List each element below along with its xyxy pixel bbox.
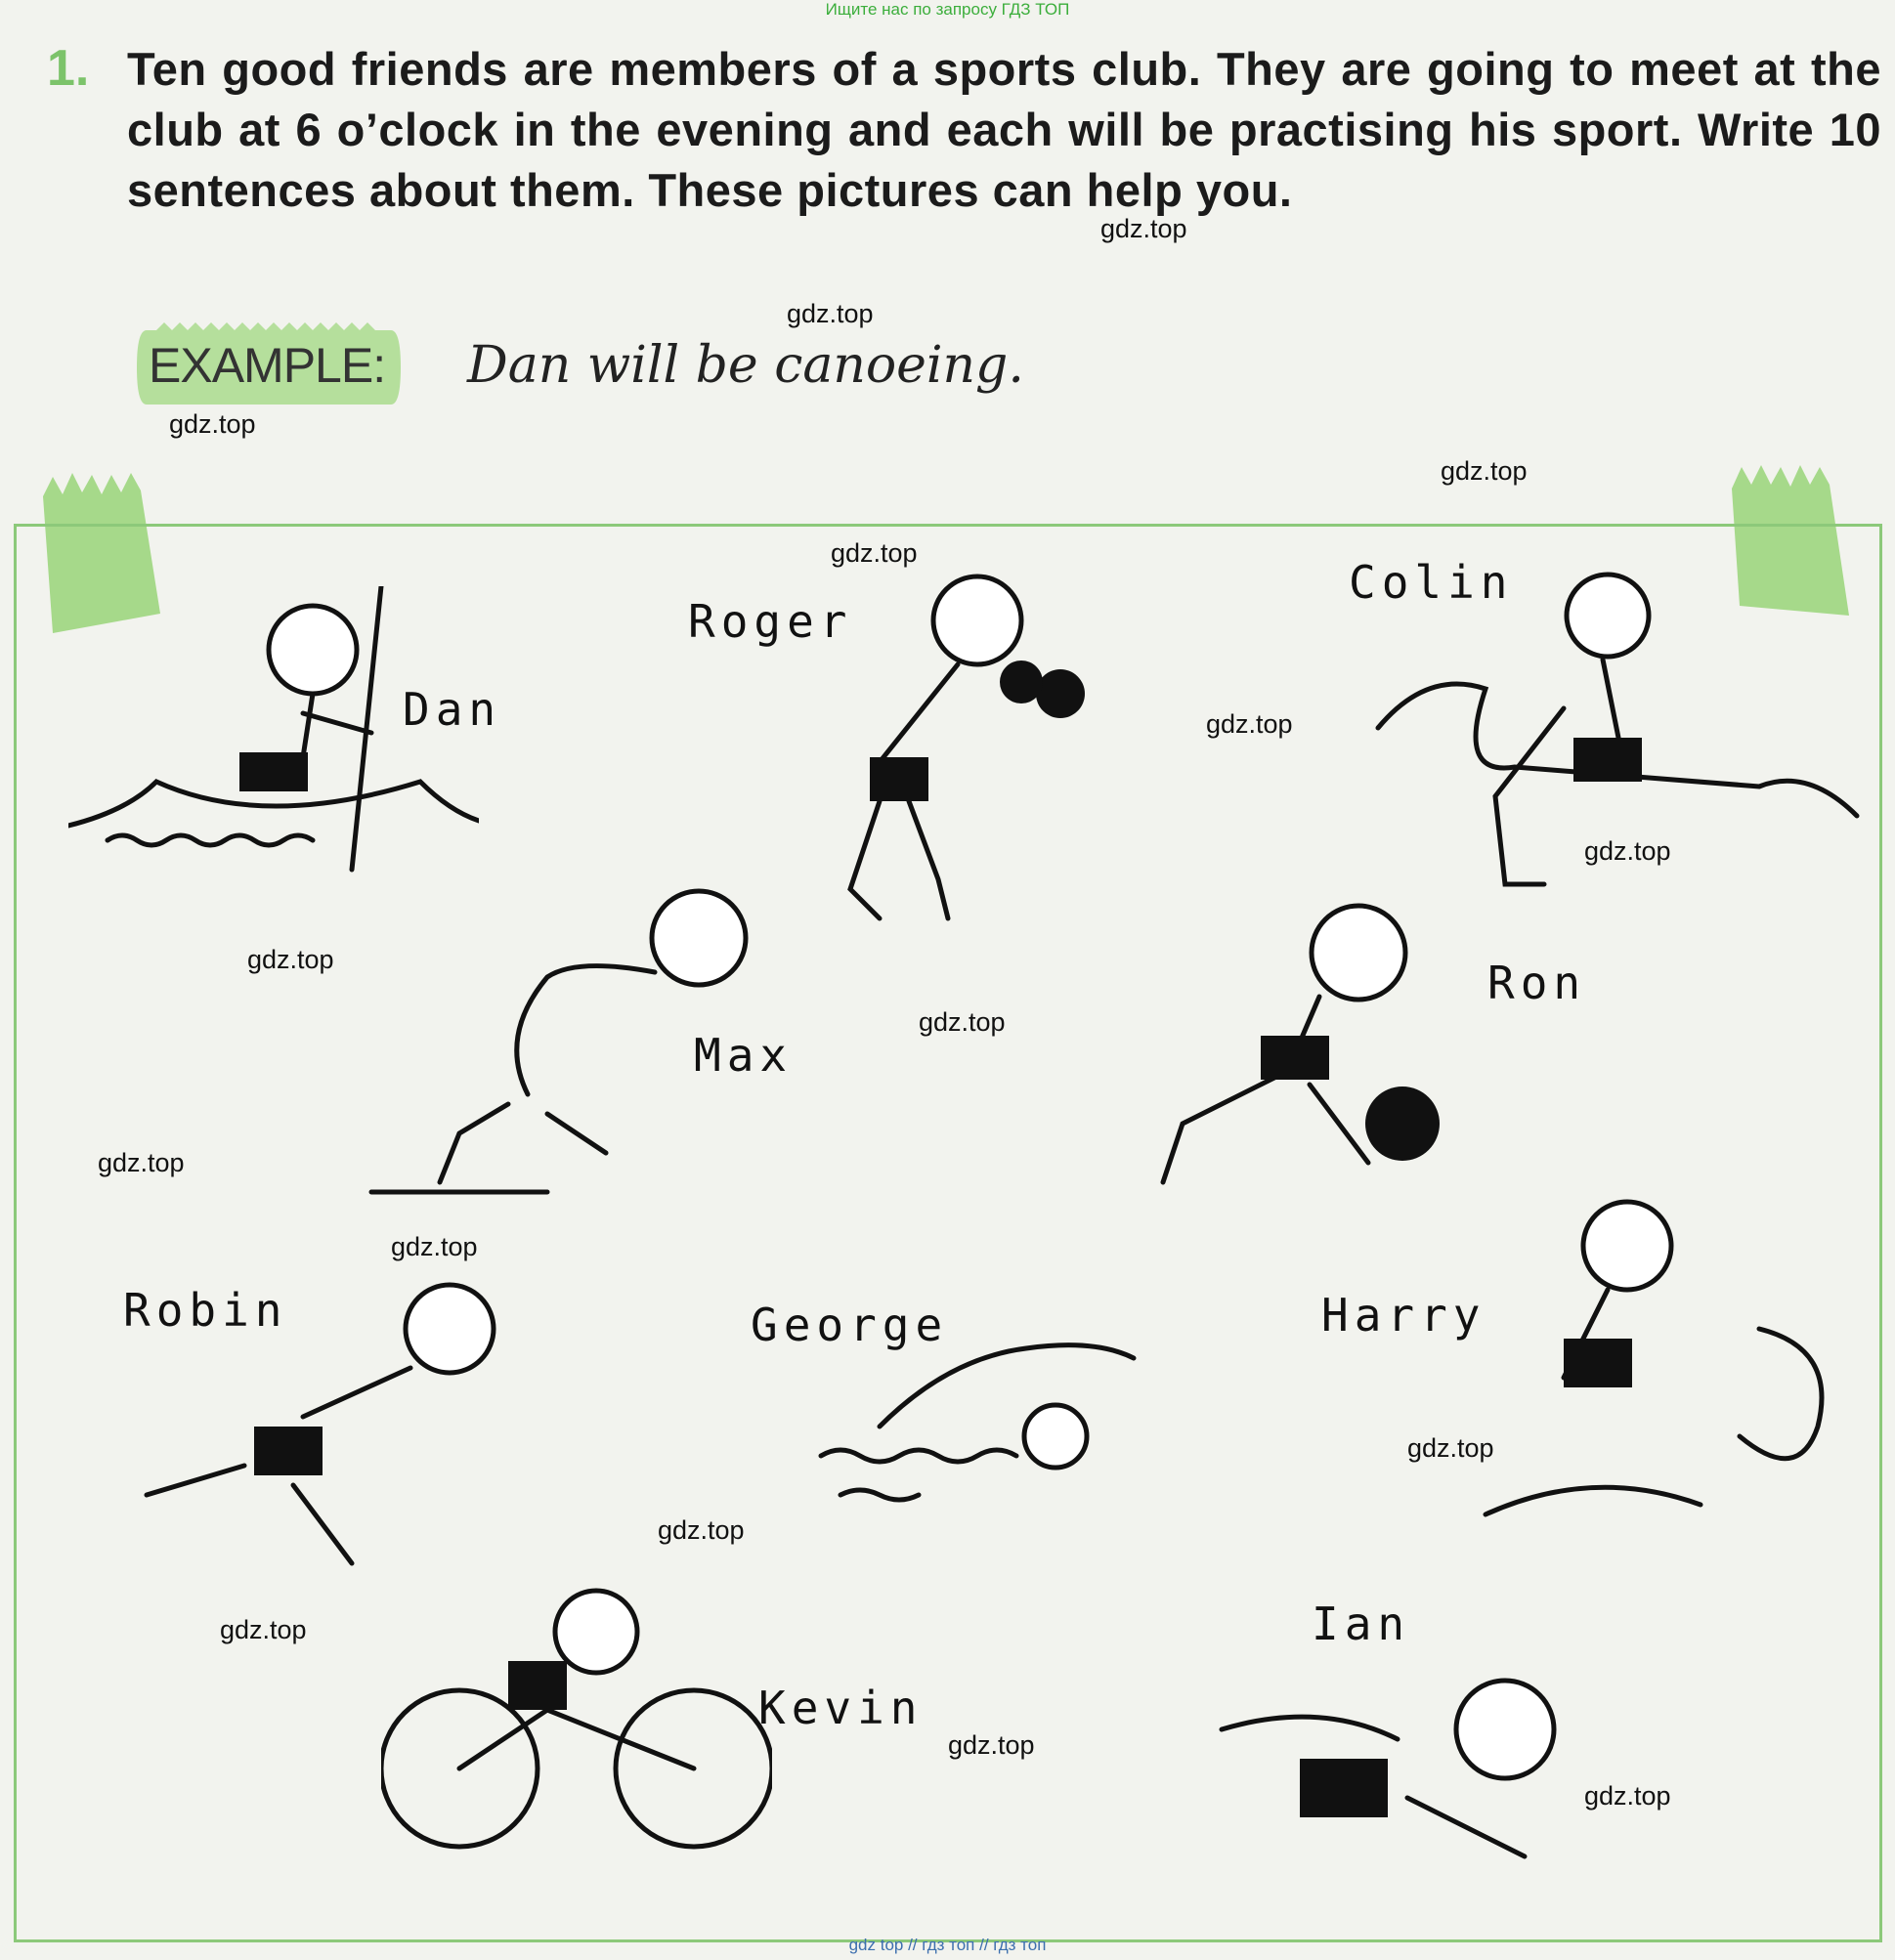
name-label-ron: Ron: [1487, 957, 1587, 1009]
watermark-text: gdz.top: [391, 1232, 478, 1261]
footer-note: gdz top // гдз топ // гдз топ: [848, 1936, 1047, 1954]
watermark-text: gdz.top: [247, 945, 334, 974]
top-search-note: Ищите нас по запросу ГДЗ ТОП: [825, 0, 1070, 19]
surfing-figure-illustration: [1446, 1192, 1857, 1544]
name-label-harry: Harry: [1321, 1289, 1486, 1342]
example-sentence: Dan will be canoeing.: [467, 336, 1024, 395]
watermark-text: gdz.top: [1584, 1781, 1671, 1811]
diving-figure-illustration: [1202, 1661, 1573, 1896]
watermark-text: gdz.top: [948, 1730, 1035, 1760]
watermark-text: gdz.top: [787, 299, 874, 328]
watermark-text: gdz.top: [1100, 214, 1187, 243]
watermark-text: gdz.top: [169, 409, 256, 439]
watermark-text: gdz.top: [98, 1148, 185, 1177]
watermark-text: gdz.top: [658, 1515, 745, 1545]
watermark-text: gdz.top: [831, 538, 918, 568]
watermark-text: gdz.top: [1206, 709, 1293, 739]
name-label-ian: Ian: [1312, 1598, 1411, 1650]
cycling-figure-illustration: [381, 1573, 772, 1866]
name-label-dan: Dan: [403, 683, 502, 736]
football-figure-illustration: [1143, 899, 1515, 1192]
watermark-text: gdz.top: [220, 1615, 307, 1644]
example-label: EXAMPLE:: [149, 338, 386, 393]
watermark-text: gdz.top: [1441, 456, 1528, 486]
name-label-colin: Colin: [1349, 556, 1514, 609]
watermark-text: gdz.top: [919, 1007, 1006, 1037]
task-instruction: Ten good friends are members of a sports club. They are going to meet at the club at 6 o’clock in the evening and each will be practising his sport. Write 10 sentences about them. These pictures can help you.: [127, 43, 1881, 216]
watermark-text: gdz.top: [1407, 1433, 1494, 1463]
name-label-kevin: Kevin: [758, 1682, 924, 1734]
task-number: 1.: [47, 40, 90, 97]
boxing-figure-illustration: [821, 567, 1114, 938]
name-label-robin: Robin: [123, 1284, 288, 1337]
watermark-text: gdz.top: [1584, 836, 1671, 866]
name-label-max: Max: [694, 1029, 794, 1082]
name-label-roger: Roger: [688, 595, 853, 648]
name-label-george: George: [751, 1299, 949, 1351]
